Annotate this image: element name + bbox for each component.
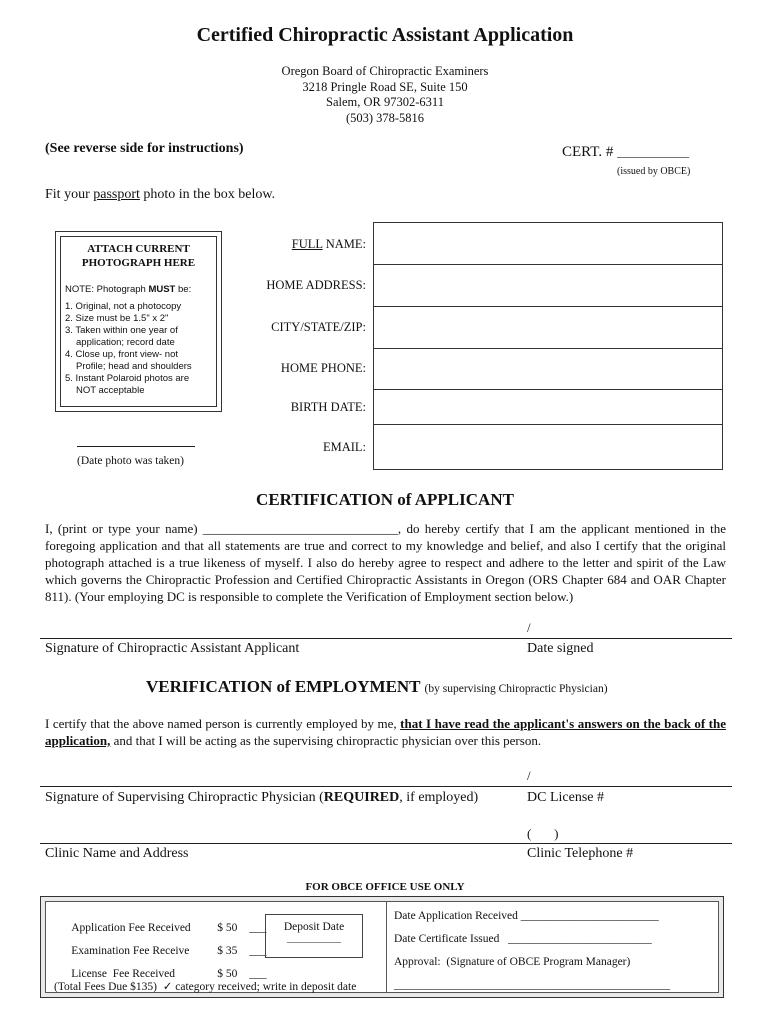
- deposit-date-box[interactable]: [265, 914, 363, 958]
- verification-text: [45, 715, 726, 749]
- fee-amount: $ 35: [217, 945, 238, 957]
- dc-license-label: DC License #: [527, 790, 604, 805]
- physician-sig-pre: Signature of Supervising Chiropractic Physician (: [45, 790, 324, 805]
- total-fees-note: (Total Fees Due $135) ✓ category received; write in deposit date: [54, 981, 357, 993]
- page-title: Certified Chiropractic Assistant Application: [196, 24, 574, 46]
- photo-requirement: 1. Original, not a photocopy: [65, 301, 182, 312]
- clinic-line[interactable]: [40, 843, 732, 844]
- fee-label: Examination Fee Receive: [71, 945, 190, 957]
- applicant-signature-line[interactable]: [40, 638, 732, 639]
- board-phone: (503) 378-5816: [345, 110, 425, 125]
- passport-post: photo in the box below.: [139, 187, 276, 202]
- board-street: 3218 Pringle Road SE, Suite 150: [302, 79, 468, 94]
- photo-requirement: application; record date: [76, 337, 175, 348]
- full-name-field[interactable]: [374, 223, 722, 264]
- home-address-field[interactable]: [374, 264, 722, 307]
- full-name-label-u: FULL: [291, 237, 323, 251]
- date-application-received[interactable]: Date Application Received ________________________: [394, 910, 659, 922]
- cert-blank[interactable]: ____________: [617, 145, 690, 159]
- fee-amount: $ 50: [217, 922, 238, 934]
- email-field[interactable]: [374, 424, 722, 471]
- clinic-phone-paren: ( ): [527, 826, 559, 841]
- photo-note-bold: MUST: [148, 284, 176, 295]
- fee-blank[interactable]: ___: [249, 968, 267, 980]
- board-city: Salem, OR 97302-6311: [326, 95, 444, 109]
- office-divider: [386, 902, 387, 992]
- fee-blank[interactable]: ___: [249, 945, 267, 957]
- photo-requirement: 4. Close up, front view- not: [65, 349, 178, 360]
- photo-note-pre: NOTE: Photograph: [65, 284, 149, 295]
- cert-date-slash: /: [527, 620, 531, 635]
- license-slash: /: [527, 768, 531, 783]
- cert-note: (issued by OBCE): [617, 166, 691, 177]
- fee-amount: $ 50: [217, 968, 238, 980]
- photo-box-inner: [60, 236, 217, 407]
- verification-heading-row: [146, 677, 608, 697]
- home-phone-label: HOME PHONE:: [280, 361, 366, 375]
- physician-signature-line[interactable]: [40, 786, 732, 787]
- home-address-label: HOME ADDRESS:: [266, 278, 366, 292]
- verification-subheading: (by supervising Chiropractic Physician): [424, 683, 608, 695]
- applicant-fields-table: [373, 222, 723, 470]
- verification-text-post: and that I will be acting as the supervising chiropractic physician over this person.: [110, 733, 542, 748]
- instructions-note: (See reverse side for instructions): [45, 141, 244, 156]
- photo-requirement: NOT acceptable: [76, 385, 145, 396]
- board-name: Oregon Board of Chiropractic Examiners: [281, 64, 489, 78]
- clinic-phone-label: Clinic Telephone #: [527, 846, 634, 861]
- photo-requirement: 3. Taken within one year of: [65, 325, 178, 336]
- photo-date-line[interactable]: [77, 446, 195, 447]
- verification-text-bold: that I have read the applicant's answers on the back of the application,: [45, 716, 727, 748]
- approval-label: Approval: (Signature of OBCE Program Manager): [394, 956, 631, 968]
- date-signed-label: Date signed: [527, 641, 594, 656]
- city-state-zip-label: CITY/STATE/ZIP:: [271, 320, 366, 334]
- verification-heading: VERIFICATION of EMPLOYMENT: [146, 677, 421, 696]
- office-use-inner: [45, 901, 719, 993]
- full-name-label: [292, 237, 366, 252]
- photo-note: [65, 284, 191, 295]
- fee-label: Application Fee Received: [71, 922, 191, 934]
- photo-requirement: 5. Instant Polaroid photos are: [65, 373, 190, 384]
- photo-heading-line1: ATTACH CURRENT: [87, 243, 190, 255]
- photo-heading-line2: PHOTOGRAPH HERE: [81, 257, 196, 269]
- passport-instruction: [45, 187, 275, 203]
- email-label: EMAIL:: [322, 440, 366, 454]
- office-use-box: [40, 896, 724, 998]
- deposit-date-label: Deposit Date: [283, 921, 345, 933]
- photo-requirement: Profile; head and shoulders: [76, 361, 192, 372]
- birth-date-label: BIRTH DATE:: [290, 400, 366, 414]
- home-phone-field[interactable]: [374, 348, 722, 390]
- photo-date-caption: (Date photo was taken): [77, 455, 184, 467]
- photo-box[interactable]: [55, 231, 222, 412]
- full-name-label-rest: NAME:: [322, 237, 366, 251]
- photo-requirements: [65, 301, 192, 397]
- photo-heading: [61, 242, 216, 270]
- applicant-signature-label: Signature of Chiropractic Assistant Applicant: [45, 641, 300, 656]
- cert-label: CERT. #: [562, 144, 614, 160]
- photo-requirement: 2. Size must be 1.5" x 2": [65, 313, 169, 324]
- clinic-name-label: Clinic Name and Address: [45, 846, 189, 861]
- passport-word: passport: [93, 187, 140, 202]
- office-use-heading: FOR OBCE OFFICE USE ONLY: [305, 881, 465, 893]
- fee-label: License Fee Received: [71, 968, 176, 980]
- physician-sig-required: REQUIRED: [323, 790, 400, 805]
- passport-pre: Fit your: [45, 187, 94, 202]
- approval-signature-line[interactable]: ________________________________________________: [394, 979, 670, 991]
- certification-heading: CERTIFICATION of APPLICANT: [256, 490, 514, 509]
- physician-sig-post: , if employed): [399, 790, 479, 805]
- physician-signature-label: [45, 790, 478, 806]
- certification-text: I, (print or type your name) ______________________________, do hereby certify that I am the applicant mentioned in the foregoing application and that all statements are true and correct to my knowledge and belief, and also I certify that the original photograph attached is a true likeness of myself. I also do hereby agree to respect and adhere to the letter and spirit of the Law which governs the Chiropractic Profession and Certified Chiropractic Assistants in Oregon (ORS Chapter 684 and OAR Chapter 811). (Your employing DC is responsible to complete the Verification of Employment section below.): [45, 521, 726, 604]
- deposit-date-blank: ____________: [287, 934, 341, 944]
- verification-text-pre: I certify that the above named person is currently employed by me,: [45, 716, 401, 731]
- date-certificate-issued[interactable]: Date Certificate Issued _________________________: [394, 933, 652, 945]
- fee-blank[interactable]: ___: [249, 922, 267, 934]
- cert-number: [562, 144, 689, 161]
- birth-date-field[interactable]: [374, 389, 722, 425]
- city-state-zip-field[interactable]: [374, 306, 722, 349]
- photo-note-post: be:: [175, 284, 192, 295]
